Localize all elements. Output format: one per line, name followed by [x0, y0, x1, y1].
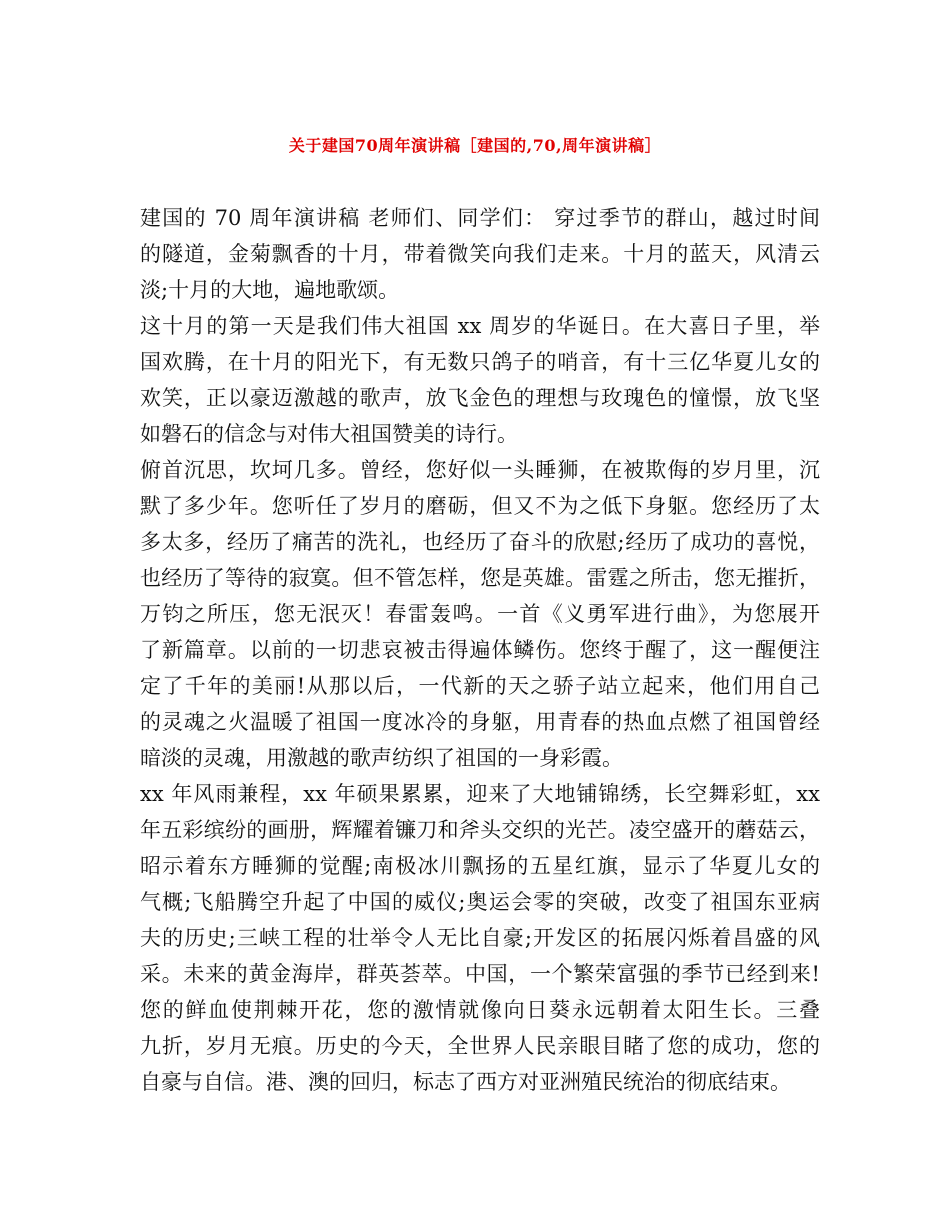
- document-title: 关于建国70周年演讲稿［建国的,70,周年演讲稿］: [288, 136, 662, 155]
- text-line: 您的鲜血使荆棘开花，您的激情就像向日葵永远朝着太阳生长。三叠: [140, 998, 820, 1022]
- text-line: 年五彩缤纷的画册，辉耀着镰刀和斧头交织的光芒。凌空盛开的蘑菇云，: [140, 818, 820, 842]
- text-line: 的隧道，金菊飘香的十月，带着微笑向我们走来。十月的蓝天，风清云: [140, 242, 820, 266]
- text-line: 多太多，经历了痛苦的洗礼，也经历了奋斗的欣慰;经历了成功的喜悦，: [140, 530, 820, 554]
- text-line: 如磐石的信念与对伟大祖国赞美的诗行。: [140, 422, 518, 446]
- text-line: 昭示着东方睡狮的觉醒;南极冰川飘扬的五星红旗，显示了华夏儿女的: [140, 854, 820, 878]
- text-line: 采。未来的黄金海岸，群英荟萃。中国，一个繁荣富强的季节已经到来!: [140, 962, 820, 986]
- text-line: 自豪与自信。港、澳的回归，标志了西方对亚洲殖民统治的彻底结束。: [140, 1070, 791, 1094]
- text-line: 的灵魂之火温暖了祖国一度冰冷的身躯，用青春的热血点燃了祖国曾经: [140, 710, 820, 734]
- text-line: 默了多少年。您听任了岁月的磨砺，但又不为之低下身躯。您经历了太: [140, 494, 820, 518]
- text-line: 俯首沉思，坎坷几多。曾经，您好似一头睡狮，在被欺侮的岁月里，沉: [140, 458, 820, 482]
- text-line: 万钧之所压，您无泯灭！春雷轰鸣。一首《义勇军进行曲》，为您展开: [140, 602, 820, 626]
- text-line: 这十月的第一天是我们伟大祖国 xx 周岁的华诞日。在大喜日子里，举: [140, 314, 820, 338]
- text-line: 定了千年的美丽!从那以后，一代新的天之骄子站立起来，他们用自己: [140, 674, 820, 698]
- text-line: 九折，岁月无痕。历史的今天，全世界人民亲眼目睹了您的成功，您的: [140, 1034, 820, 1058]
- document-body: [140, 200, 820, 1100]
- text-line: 暗淡的灵魂，用激越的歌声纺织了祖国的一身彩霞。: [140, 746, 623, 770]
- text-line: xx 年风雨兼程，xx 年硕果累累，迎来了大地铺锦绣，长空舞彩虹，xx: [140, 782, 820, 806]
- text-line: 国欢腾，在十月的阳光下，有无数只鸽子的哨音，有十三亿华夏儿女的: [140, 350, 820, 374]
- text-line: 建国的 70 周年演讲稿 老师们、同学们： 穿过季节的群山，越过时间: [140, 206, 820, 230]
- text-line: 淡;十月的大地，遍地歌颂。: [140, 278, 400, 302]
- text-line: 夫的历史;三峡工程的壮举令人无比自豪;开发区的拓展闪烁着昌盛的风: [140, 926, 820, 950]
- text-line: 气概;飞船腾空升起了中国的威仪;奥运会零的突破，改变了祖国东亚病: [140, 890, 820, 914]
- text-line: 了新篇章。以前的一切悲哀被击得遍体鳞伤。您终于醒了，这一醒便注: [140, 638, 820, 662]
- text-line: 也经历了等待的寂寞。但不管怎样，您是英雄。雷霆之所击，您无摧折，: [140, 566, 820, 590]
- text-line: 欢笑，正以豪迈激越的歌声，放飞金色的理想与玫瑰色的憧憬，放飞坚: [140, 386, 820, 410]
